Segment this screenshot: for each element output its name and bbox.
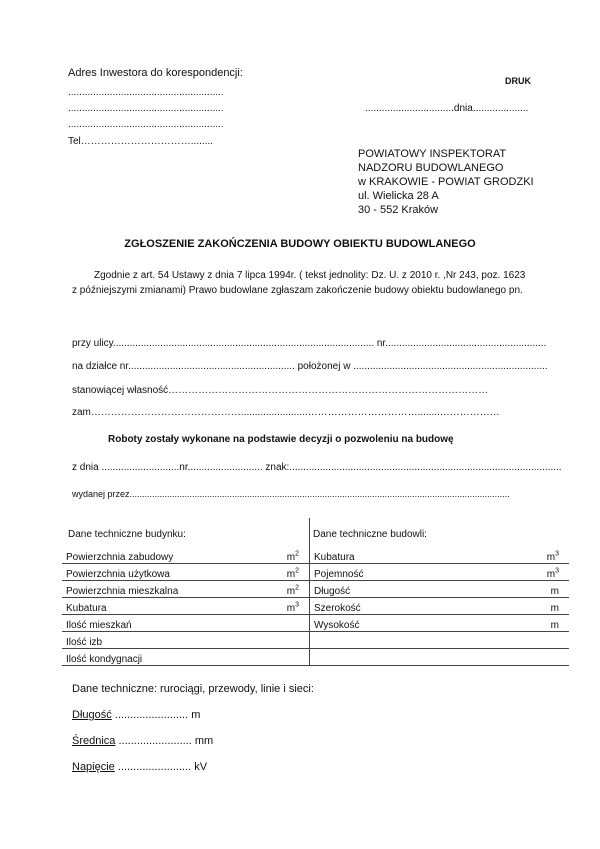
tech-row [62, 564, 569, 581]
unit-text: m [546, 552, 556, 563]
diameter-label: Średnica [72, 735, 116, 747]
recipient-line-1: POWIATOWY INSPEKTORAT [358, 148, 507, 160]
tech-row [62, 615, 569, 632]
unit-text: m [286, 569, 296, 580]
right-tech-label: Długość [314, 586, 351, 597]
diameter-row[interactable] [72, 735, 213, 747]
structure-tech-cell[interactable] [310, 547, 570, 564]
structure-tech-cell[interactable] [310, 615, 570, 632]
unit-text: m [286, 552, 296, 563]
document-title: ZGŁOSZENIE ZAKOŃCZENIA BUDOWY OBIEKTU BUDOWLANEGO [124, 238, 476, 250]
voltage-value[interactable]: ........................ kV [114, 761, 208, 773]
tech-row [62, 649, 569, 666]
left-tech-label: Powierzchnia użytkowa [66, 569, 170, 580]
plot-field[interactable]: na działce nr............................................................ położonej w ...................................................................... [72, 361, 548, 372]
address-line-2[interactable]: ........................................................ [68, 103, 224, 114]
right-tech-unit [551, 620, 559, 631]
left-tech-unit [287, 586, 299, 597]
left-tech-label: Ilość izb [66, 637, 103, 648]
right-tech-label: Szerokość [314, 603, 361, 614]
tech-row [62, 632, 569, 649]
address-line-3[interactable]: ........................................................ [68, 119, 224, 130]
building-tech-cell[interactable] [62, 547, 310, 564]
unit-exponent: 2 [295, 584, 299, 592]
building-tech-header: Dane techniczne budynku: [68, 529, 186, 540]
tech-row [62, 547, 569, 564]
building-tech-cell[interactable] [62, 564, 310, 581]
right-tech-label: Kubatura [314, 552, 355, 563]
ownership-field[interactable]: stanowiącej własność…………………………………………………………………………………… [72, 385, 489, 396]
right-tech-unit [547, 552, 559, 563]
unit-exponent: 3 [295, 601, 299, 609]
unit-text: m [550, 603, 559, 614]
building-tech-cell[interactable] [62, 615, 310, 632]
structure-tech-cell[interactable] [310, 564, 570, 581]
tech-row [62, 598, 569, 615]
recipient-address [358, 147, 534, 217]
left-tech-label: Powierzchnia zabudowy [66, 552, 174, 563]
decision-date-field[interactable]: z dnia ............................nr........................... znak:.................................................................................................. [72, 462, 562, 473]
diameter-value[interactable]: ........................ mm [115, 735, 214, 747]
date-field[interactable]: ................................dnia.................... [365, 103, 529, 114]
recipient-line-3: w KRAKOWIE - POWIAT GRODZKI [358, 176, 534, 188]
unit-text: m [550, 586, 559, 597]
right-tech-label: Wysokość [314, 620, 360, 631]
networks-heading: Dane techniczne: rurociągi, przewody, linie i sieci: [72, 683, 314, 695]
recipient-line-5: 30 - 552 Kraków [358, 204, 439, 216]
building-tech-cell[interactable] [62, 581, 310, 598]
recipient-line-4: ul. Wielicka 28 A [358, 190, 439, 202]
voltage-label: Napięcie [72, 761, 115, 773]
recipient-line-2: NADZORU BUDOWLANEGO [358, 162, 504, 174]
unit-exponent: 3 [555, 567, 559, 575]
telephone-field[interactable]: Tel……………………………........ [68, 136, 214, 147]
right-tech-label: Pojemność [314, 569, 364, 580]
intro-line-1: Zgodnie z art. 54 Ustawy z dnia 7 lipca 1994r. ( tekst jednolity: Dz. U. z 2010 r. ,Nr 243, poz. 1623 [94, 270, 526, 281]
voltage-row[interactable] [72, 761, 207, 773]
left-tech-label: Ilość mieszkań [66, 620, 132, 631]
building-tech-cell[interactable] [62, 649, 310, 666]
left-tech-label: Kubatura [66, 603, 107, 614]
unit-text: m [546, 569, 556, 580]
right-tech-unit [551, 586, 559, 597]
table-divider [309, 518, 310, 548]
structure-tech-cell[interactable] [310, 649, 570, 666]
street-field[interactable]: przy ulicy.............................................................................................. nr.......................................................... [72, 338, 547, 349]
residence-field[interactable]: zam………………………………………........................……………………………........……………… [72, 407, 500, 418]
left-tech-unit [287, 569, 299, 580]
left-tech-label: Ilość kondygnacji [66, 654, 143, 665]
left-tech-unit [287, 603, 299, 614]
structure-tech-cell[interactable] [310, 581, 570, 598]
decision-heading: Roboty zostały wykonane na podstawie decyzji o pozwoleniu na budowę [108, 434, 454, 445]
unit-exponent: 2 [295, 567, 299, 575]
building-tech-cell[interactable] [62, 632, 310, 649]
technical-data-table [62, 547, 569, 666]
structure-tech-cell[interactable] [310, 632, 570, 649]
unit-exponent: 3 [555, 550, 559, 558]
structure-tech-header: Dane techniczne budowli: [313, 529, 427, 540]
druk-label: DRUK [505, 76, 531, 86]
investor-address-label: Adres Inwestora do korespondencji: [68, 67, 243, 79]
structure-tech-cell[interactable] [310, 598, 570, 615]
unit-text: m [286, 586, 296, 597]
length-row[interactable] [72, 709, 200, 721]
address-line-1[interactable]: ........................................................ [68, 87, 224, 98]
right-tech-unit [551, 603, 559, 614]
unit-exponent: 2 [295, 550, 299, 558]
left-tech-unit [287, 552, 299, 563]
unit-text: m [286, 603, 296, 614]
tech-row [62, 581, 569, 598]
length-value[interactable]: ........................ m [111, 709, 201, 721]
length-label: Długość [72, 709, 112, 721]
unit-text: m [550, 620, 559, 631]
intro-line-2: z późniejszymi zmianami) Prawo budowlane zgłaszam zakończenie budowy obiektu budowlanego pn. [72, 285, 523, 296]
right-tech-unit [547, 569, 559, 580]
issued-by-field[interactable]: wydanej przez........................................................................................................................................................ [72, 489, 510, 499]
building-tech-cell[interactable] [62, 598, 310, 615]
left-tech-label: Powierzchnia mieszkalna [66, 586, 179, 597]
